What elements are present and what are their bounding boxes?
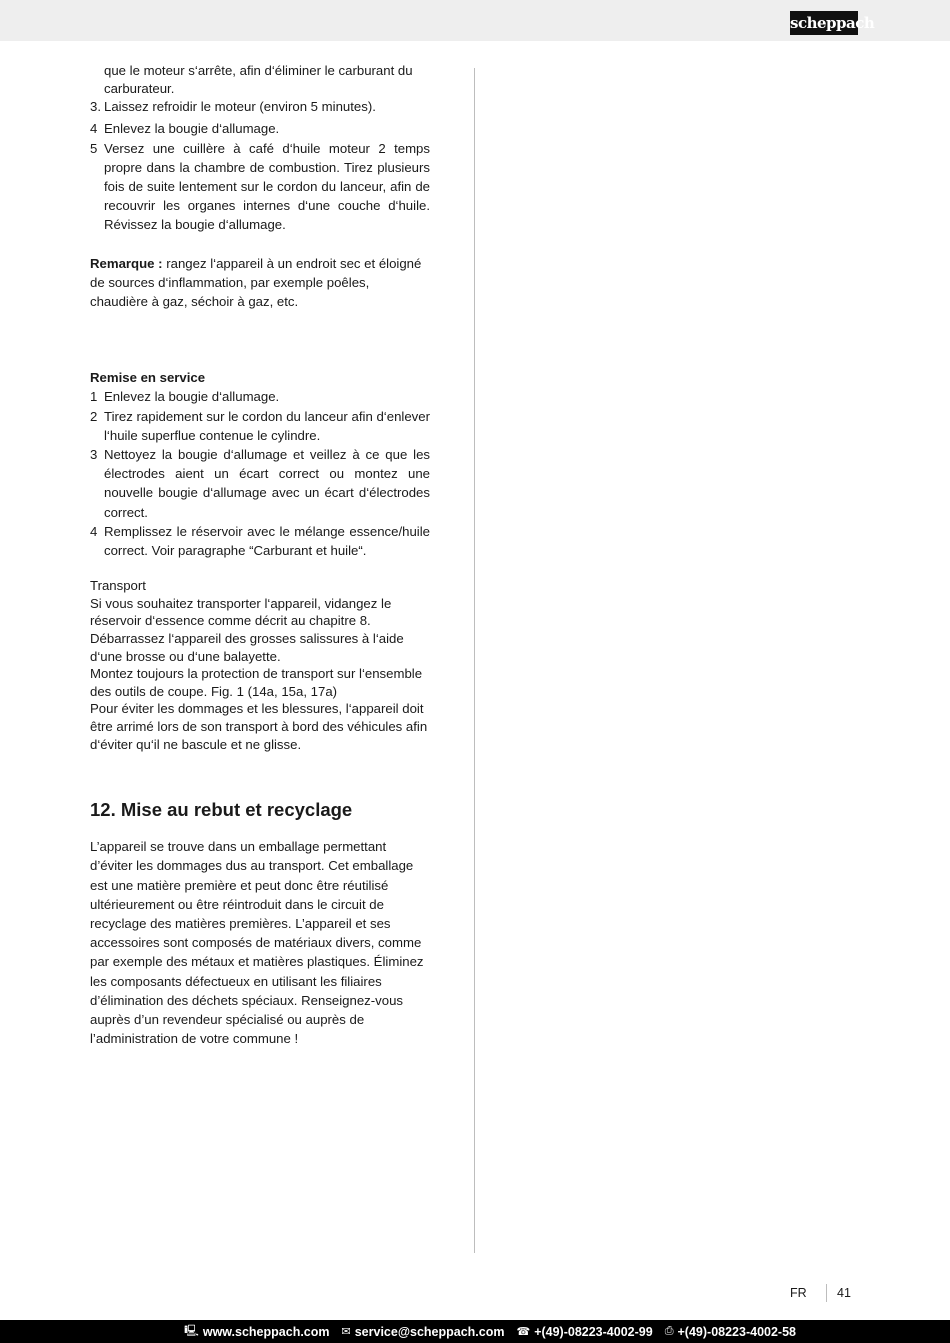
list-item [90,445,430,522]
page-number: 41 [837,1286,851,1300]
language-code: FR [790,1286,807,1300]
step-number: 3. [90,99,101,115]
list-item [90,119,430,138]
note-label: Remarque : [90,255,163,271]
transport-text-2: Montez toujours la protection de transport sur l‘ensemble des outils de coupe. Fig. 1 (14a, 15a, 17a) [90,666,423,699]
contact-phone[interactable] [516,1325,652,1339]
step-number: 3 [90,447,98,463]
page-meta [790,1283,851,1303]
step-text: Tirez rapidement sur le cordon du lanceur afin d‘enlever l‘huile superflue contenue le cylindre. [104,408,430,443]
list-item [90,387,430,406]
phone-icon: ☎ [516,1326,531,1338]
computer-icon: 🖳 [184,1325,199,1337]
transport-text-3: Pour éviter les dommages et les blessures, l‘appareil doit être arrimé lors de son transport à bord des véhicules afin d‘éviter qu‘il ne bascule et ne glisse. [90,701,428,752]
recycling-text: L’appareil se trouve dans un emballage permettant d’éviter les dommages dus au transport. Cet emballage est une matière première et peut donc être réutilisé ultérieurement ou être réintroduit dans le circuit de recyclage des matières premières. L’appareil et ses accessoires sont composés de matériaux divers, comme par exemple des métaux et matières plastiques. Éliminez les composants défectueux en utilisant les filiaires d’élimination des déchets spéciaux. Renseignez-vous auprès d’un revendeur spécialisé ou auprès de l’administration de votre commune ! [90,839,424,1047]
meta-separator [826,1284,827,1302]
list-item [90,139,430,235]
mail-icon: ✉ [341,1326,351,1338]
storage-note [90,254,430,312]
step-number: 5 [90,140,98,156]
recycling-heading: 12. Mise au rebut et recyclage [90,799,353,821]
website-text: www.scheppach.com [202,1324,330,1339]
scheppach-logo: scheppach [790,11,858,35]
email-text: service@scheppach.com [354,1324,505,1339]
step-text: Laissez refroidir le moteur (environ 5 minutes). [104,99,376,115]
fax-text: +(49)-08223-4002-58 [677,1324,796,1339]
fax-icon: ⎙ [664,1325,674,1337]
list-item [90,407,430,445]
contact-fax[interactable] [665,1325,796,1339]
step-text: Enlevez la bougie d‘allumage. [104,389,280,405]
left-column [90,62,430,1048]
list-item [90,97,430,116]
contact-website[interactable] [184,1322,329,1341]
step-number: 2 [90,408,98,424]
contact-email[interactable] [342,1325,505,1339]
transport-heading: Transport [90,578,146,594]
contact-bar [0,1320,950,1343]
step-number: 4 [90,523,98,539]
restart-heading: Remise en service [90,370,206,386]
list-item [90,522,430,560]
restart-steps [90,387,430,560]
step-text: Remplissez le réservoir avec le mélange essence/huile correct. Voir paragraphe “Carburant et huile“. [104,523,430,559]
step-text: Nettoyez la bougie d‘allumage et veillez à ce que les électrodes aient un écart correct ou montez une nouvelle bougie d‘allumage avec un écart d‘électrodes correct. [104,447,430,520]
note-text: rangez l‘appareil à un endroit sec et éloigné de sources d‘inflammation, par exemple poêles, chaudière à gaz, séchoir à gaz, etc. [90,255,422,310]
phone-text: +(49)-08223-4002-99 [534,1324,653,1339]
continued-step-text: que le moteur s‘arrête, afin d‘éliminer le carburant du carburateur. [104,63,413,96]
step-text: Enlevez la bougie d‘allumage. [104,121,280,137]
column-divider [474,68,475,1253]
storage-steps [90,97,430,234]
step-number: 4 [90,121,98,137]
step-number: 1 [90,389,98,405]
transport-text: Si vous souhaitez transporter l‘appareil, vidangez le réservoir d‘essence comme décrit au chapitre 8. Débarrassez l‘appareil des grosses salissures à l‘aide d‘une brosse ou d‘une balayette. [90,595,404,664]
step-text: Versez une cuillère à café d‘huile moteur 2 temps propre dans la chambre de combustion. Tirez plusieurs fois de suite lentement sur le cordon du lanceur, afin de recouvrir les organes internes d‘une couche d‘huile. Révissez la bougie d‘allumage. [104,140,430,233]
